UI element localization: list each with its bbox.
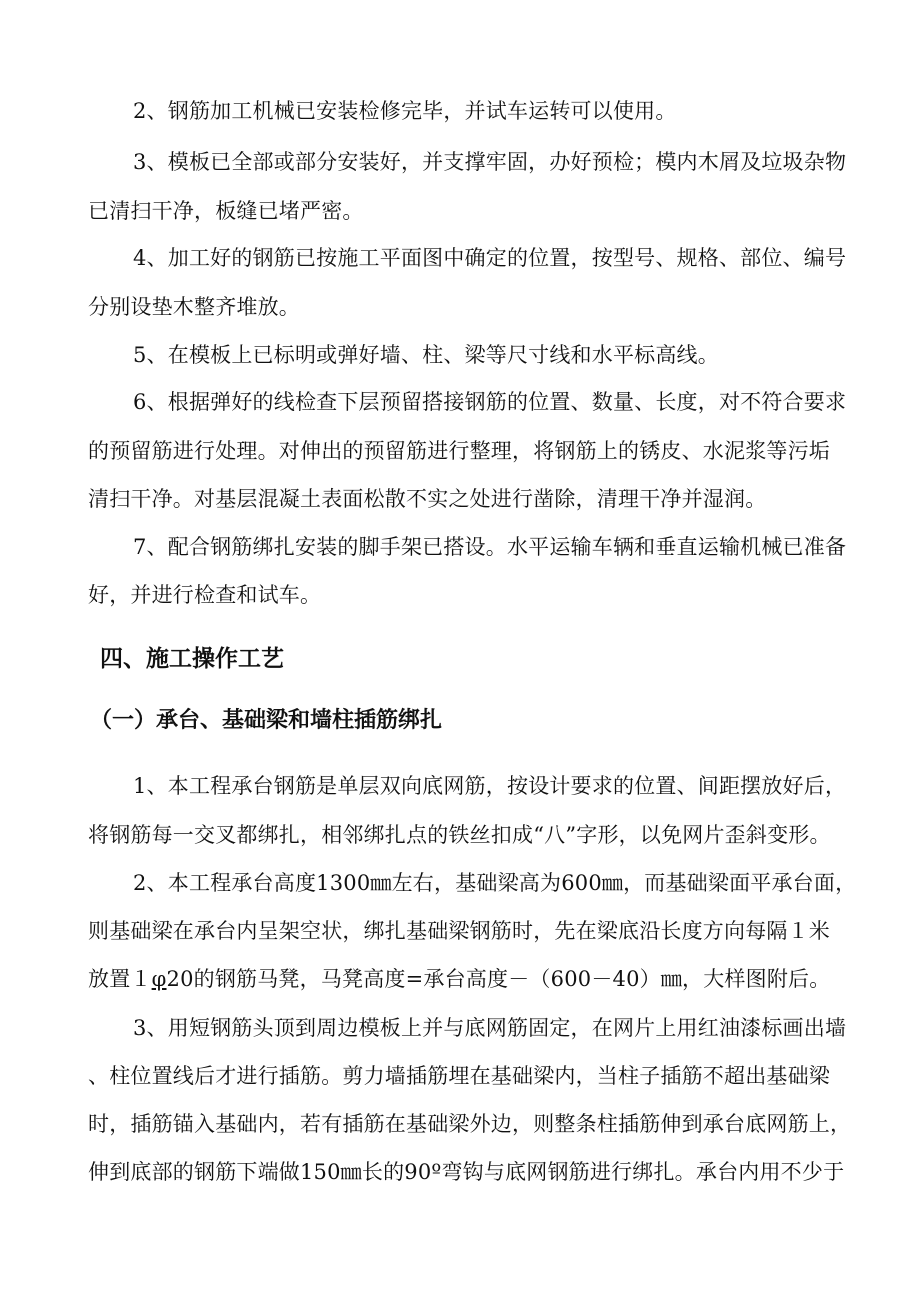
paragraph-6-line-2: 的预留筋进行处理。对伸出的预留筋进行整理，将钢筋上的锈皮、水泥浆等污垢 (88, 439, 830, 463)
paragraph-b2-line-3 (88, 964, 858, 994)
paragraph-4-line-2: 分别设垫木整齐堆放。 (88, 295, 300, 319)
paragraph-3-line-1: 3、模板已全部或部分安装好，并支撑牢固，办好预检；模内木屑及垃圾杂物 (133, 150, 847, 174)
paragraph-7-line-1: 7、配合钢筋绑扎安装的脚手架已搭设。水平运输车辆和垂直运输机械已准备 (133, 535, 847, 559)
phi-symbol: φ (151, 967, 167, 991)
paragraph-6-line-3: 清扫干净。对基层混凝土表面松散不实之处进行凿除，清理干净并湿润。 (88, 487, 767, 511)
paragraph-2-line-1: 2、钢筋加工机械已安装检修完毕，并试车运转可以使用。 (133, 99, 677, 123)
paragraph-4-line-1: 4、加工好的钢筋已按施工平面图中确定的位置，按型号、规格、部位、编号 (133, 246, 847, 270)
paragraph-b2-line-1: 2、本工程承台高度1300㎜左右，基础梁高为600㎜，而基础梁面平承台面， (133, 871, 857, 895)
paragraph-b3-line-1: 3、用短钢筋头顶到周边模板上并与底网筋固定，在网片上用红油漆标画出墙 (133, 1016, 847, 1040)
section-heading: 四、施工操作工艺 (100, 646, 284, 672)
paragraph-b3-line-2: 、柱位置线后才进行插筋。剪力墙插筋埋在基础梁内，当柱子插筋不超出基础梁 (88, 1064, 830, 1088)
paragraph-3-line-2: 已清扫干净，板缝已堵严密。 (88, 199, 364, 223)
paragraph-b2-line-2: 则基础梁在承台内呈架空状，绑扎基础梁钢筋时，先在梁底沿长度方向每隔１米 (88, 919, 830, 943)
paragraph-b3-line-4: 伸到底部的钢筋下端做150㎜长的90º弯钩与底网钢筋进行绑扎。承台内用不少于 (88, 1160, 845, 1184)
paragraph-b1-line-1: 1、本工程承台钢筋是单层双向底网筋，按设计要求的位置、间距摆放好后， (133, 774, 847, 798)
paragraph-5-line-1: 5、在模板上已标明或弹好墙、柱、梁等尺寸线和水平标高线。 (133, 343, 719, 367)
paragraph-b3-line-3: 时，插筋锚入基础内，若有插筋在基础梁外边，则整条柱插筋伸到承台底网筋上， (88, 1112, 852, 1136)
paragraph-b1-line-2: 将钢筋每一交叉都绑扎，相邻绑扎点的铁丝扣成“八”字形，以免网片歪斜变形。 (88, 823, 831, 847)
b2-line3-suffix: 20的钢筋马凳，马凳高度=承台高度－（600－40）㎜，大样图附后。 (166, 967, 831, 991)
paragraph-6-line-1: 6、根据弹好的线检查下层预留搭接钢筋的位置、数量、长度，对不符合要求 (133, 390, 847, 414)
subsection-heading: （一）承台、基础梁和墙柱插筋绑扎 (90, 708, 443, 733)
b2-line3-prefix: 放置１ (88, 967, 152, 991)
paragraph-7-line-2: 好，并进行检查和试车。 (88, 583, 322, 607)
